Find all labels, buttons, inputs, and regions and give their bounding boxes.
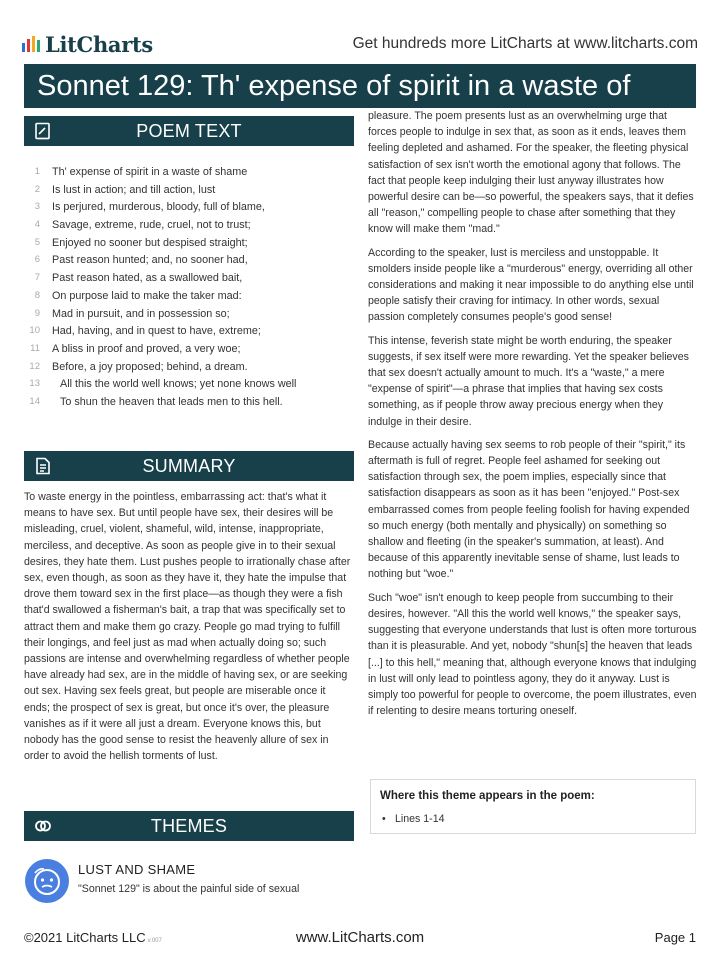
poem-line: [26, 184, 356, 202]
line-text: Is lust in action; and till action, lust: [52, 183, 216, 196]
logo-bars-icon: [22, 36, 40, 52]
theme-paragraph: pleasure. The poem presents lust as an overwhelming urge that forces people to indulge in sex that, as soon as it ends, leaves them feeling depleted and ashamed. For the speaker, the fleeting physical satisfaction of sex isn't worth the emotional agony that follows. The fact that people keep indulging their lust anyway illustrates how powerful desire can be—so powerful, the speakers says, that it defies all "reason," compelling people to chase after something that they know will make them "mad.": [368, 110, 694, 236]
appears-title: Where this theme appears in the poem:: [380, 790, 595, 802]
poem-line: [26, 290, 356, 308]
line-number[interactable]: 13: [29, 378, 40, 390]
book-icon: [34, 122, 52, 140]
poem-line: [26, 343, 356, 361]
bullet-icon: •: [382, 813, 386, 825]
poem-line: [26, 325, 356, 343]
version: v.007: [147, 938, 162, 944]
line-text: Had, having, and in quest to have, extreme;: [52, 325, 261, 338]
top-bar: [22, 30, 698, 60]
poem-line: [26, 308, 356, 326]
line-text: All this the world well knows; yet none knows well: [60, 378, 297, 391]
line-number[interactable]: 1: [34, 166, 40, 177]
line-text: Before, a joy proposed; behind, a dream.: [52, 360, 248, 373]
theme-paragraph: Because actually having sex seems to rob people of their "spirit," its aftermath is full of regret. People feel ashamed for seeking out satisfaction through sex, the poem implies, especially since that satisfaction disappears as soon as it has been "enjoyed." Post-sex embarrassed comes from people feeling foolish for having expended so much energy (both mentally and physically) on something so shallow and fleeting (in the speaker's summation, at least). And because of this apparently inevitable sense of shame, lust leads to nothing but "woe.": [368, 438, 690, 581]
page-number: Page 1: [654, 930, 696, 945]
section-title: THEMES: [150, 816, 228, 836]
logo-text: LitCharts: [45, 31, 153, 57]
line-text: On purpose laid to make the taker mad:: [52, 289, 242, 302]
line-text: Savage, extreme, rude, cruel, not to trust;: [52, 219, 251, 232]
line-text: Is perjured, murderous, bloody, full of blame,: [52, 201, 265, 214]
line-number[interactable]: 8: [34, 289, 40, 301]
summary-text: To waste energy in the pointless, embarrassing act: that's what it means to have sex. But until people have sex, their desires will be misleading, cruel, violent, shameful, wild, intense, inappropriate, merciless, and deceptive. As soon as people give in to their sexual desires, they hate them. Lust pushes people to irrationally chase after sex, even though, as soon as they have it, they hate the impulse that drove them toward sex in the first place—as though they were a fish that'd swallowed a fisherman's bait, a trap that was specifically set to attract them and make them go crazy. People go mad trying to fulfill their longings, and feel just as mad when actually doing so; such passions are intense and overwhelming regardless of whether people have already had sex, are in the middle of having sex, or are seeking out sex. Having sex feels great, but people are miserable once it ends; the prospect of sex is great, but once it's over, the pleasure vanishes as if it were all just a dream. Everyone knows this, but nobody has the good sense to resist the heavenly allure of sex in order to avoid the hellish torments of lust.: [24, 491, 351, 763]
line-number[interactable]: 3: [34, 201, 40, 213]
page-title: Sonnet 129: Th' expense of spirit in a waste of: [24, 64, 696, 108]
line-number[interactable]: 6: [34, 254, 40, 266]
line-number[interactable]: 2: [34, 183, 40, 195]
promo-text[interactable]: Get hundreds more LitCharts at www.litcharts.com: [352, 35, 698, 52]
line-number[interactable]: 11: [30, 342, 40, 354]
poem-line: [26, 201, 356, 219]
shame-face-icon: [25, 859, 69, 903]
section-title: POEM TEXT: [136, 121, 242, 141]
line-number[interactable]: 4: [34, 219, 40, 231]
copyright-text: ©2021 LitCharts LLC: [24, 930, 146, 945]
theme-description: "Sonnet 129" is about the painful side of sexual: [78, 883, 300, 895]
theme-appears-box: [370, 779, 696, 834]
theme-paragraph: This intense, feverish state might be worth enduring, the speaker suggests, if sex itself were more rewarding. Yet the speaker believes that sex doesn't actually amount to much. It's a "waste," a mere "expense of spirit"—a phrase that implies that having sex costs something, as if people throw away precious energy when they indulge in their desire.: [368, 334, 689, 428]
poem-line: [26, 237, 356, 255]
line-number[interactable]: 12: [29, 360, 40, 372]
poem-line: [26, 166, 356, 184]
document-icon: [34, 457, 52, 475]
line-text: Past reason hunted; and, no sooner had,: [52, 254, 248, 267]
line-number[interactable]: 9: [34, 307, 40, 319]
line-text: Th' expense of spirit in a waste of shame: [52, 166, 248, 178]
line-number[interactable]: 5: [34, 236, 40, 248]
section-header-themes: [24, 811, 354, 841]
line-text: A bliss in proof and proved, a very woe;: [52, 342, 241, 355]
theme-paragraph: Such "woe" isn't enough to keep people from succumbing to their desires, however. "All this the world well knows," the speaker says, suggesting that everyone understands that lust is often more torturous than it is pleasurable. And yet, nobody "shun[s] the heaven that leads [...] to this hell," meaning that, although everyone knows that indulging in lust will only lead to pointless agony, they do it anyway. Lust is simply too powerful for people to overcome, the poem illustrates, even if relenting to desire means torturing oneself.: [368, 591, 697, 718]
footer: [24, 930, 696, 950]
poem-line: [26, 361, 356, 379]
litcharts-logo[interactable]: [22, 30, 153, 58]
poem-line: [26, 396, 356, 414]
section-header-poem-text: [24, 116, 354, 146]
line-text: Past reason hated, as a swallowed bait,: [52, 272, 243, 285]
poem-line: [26, 219, 356, 237]
site-link[interactable]: www.LitCharts.com: [295, 929, 425, 946]
poem-line: [26, 378, 356, 396]
theme-body: [368, 108, 698, 726]
poem-text: [26, 166, 356, 414]
line-text: Mad in pursuit, and in possession so;: [52, 307, 230, 320]
line-text: Enjoyed no sooner but despised straight;: [52, 236, 248, 249]
poem-line: [26, 254, 356, 272]
line-text: To shun the heaven that leads men to this hell.: [60, 395, 283, 408]
rings-icon: [34, 817, 52, 835]
theme-paragraph: According to the speaker, lust is merciless and unstoppable. It smolders inside people like a "murderous" energy, overriding all other considerations and making it near impossible to do anything else until people satisfy their craving for intimacy. In other words, sexual passion completely consumes people's good sense!: [368, 246, 694, 324]
poem-line: [26, 272, 356, 290]
section-header-summary: [24, 451, 354, 481]
appears-item[interactable]: Lines 1-14: [395, 813, 445, 825]
line-number[interactable]: 14: [29, 395, 40, 407]
line-number[interactable]: 7: [34, 272, 40, 284]
section-title: SUMMARY: [142, 456, 236, 476]
line-number[interactable]: 10: [29, 325, 40, 337]
theme-name[interactable]: LUST AND SHAME: [78, 862, 196, 877]
